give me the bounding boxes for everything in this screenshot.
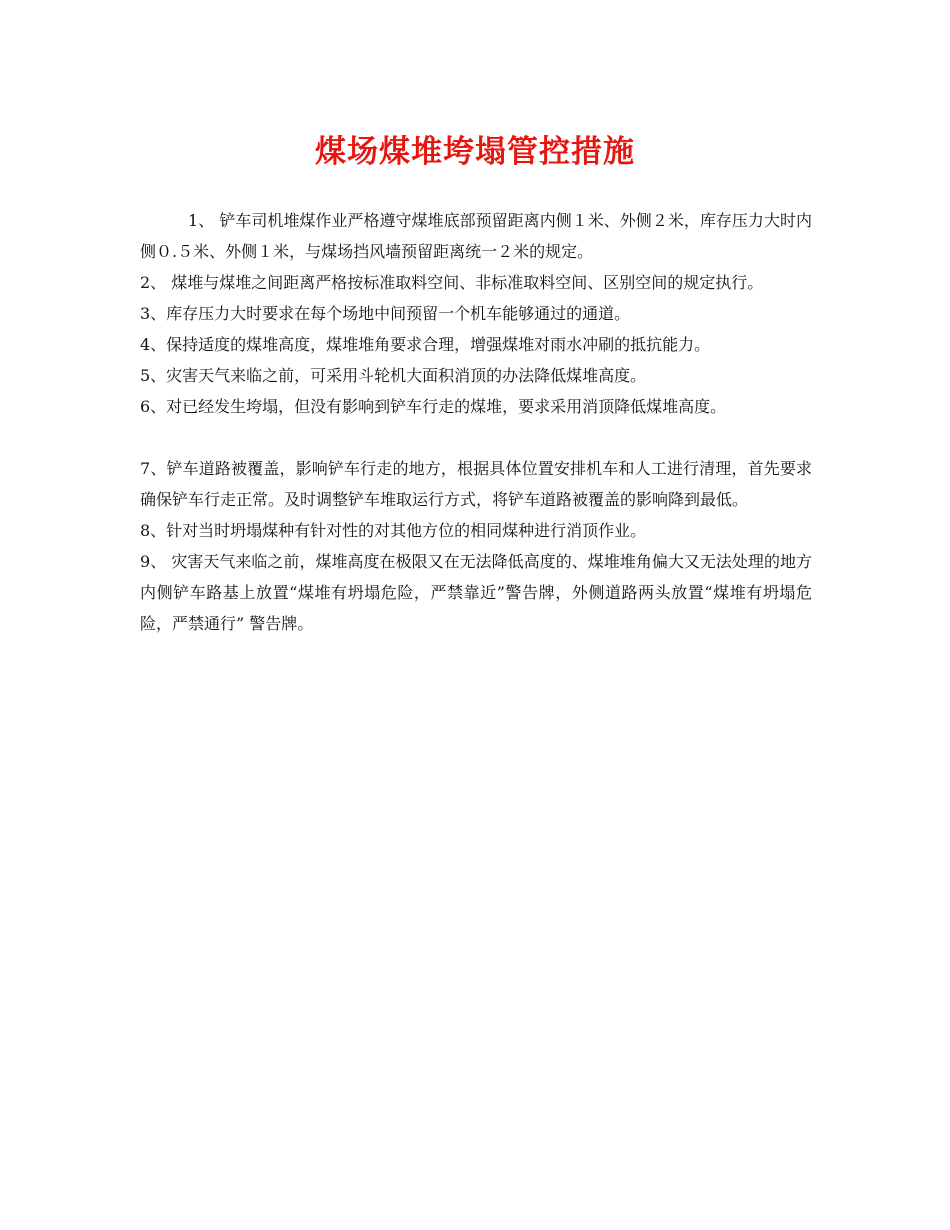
measure-item-9: 9、 灾害天气来临之前，煤堆高度在极限又在无法降低高度的、煤堆堆角偏大又无法处理的地方内侧铲车路基上放置“煤堆有坍塌危险，严禁靠近”警告牌，外侧道路两头放置“煤堆有坍塌危险，严禁通行” 警告牌。 <box>140 552 812 633</box>
document-title: 煤场煤堆垮塌管控措施 <box>315 134 635 170</box>
measure-item-6: 6、对已经发生垮塌，但没有影响到铲车行走的煤堆，要求采用消顶降低煤堆高度。 <box>140 397 727 416</box>
measure-item-7: 7、铲车道路被覆盖，影响铲车行走的地方，根据具体位置安排机车和人工进行清理，首先要求确保铲车行走正常。及时调整铲车堆取运行方式，将铲车道路被覆盖的影响降到最低。 <box>140 459 812 509</box>
measure-item-3: 3、库存压力大时要求在每个场地中间预留一个机车能够通过的通道。 <box>140 304 631 323</box>
document-body <box>140 205 812 639</box>
measure-item-5: 5、灾害天气来临之前，可采用斗轮机大面积消顶的办法降低煤堆高度。 <box>140 366 647 385</box>
measure-item-8: 8、针对当时坍塌煤种有针对性的对其他方位的相同煤种进行消顶作业。 <box>140 521 647 540</box>
measure-item-2: 2、 煤堆与煤堆之间距离严格按标准取料空间、非标准取料空间、区别空间的规定执行。 <box>140 273 764 292</box>
measure-item-4: 4、保持适度的煤堆高度，煤堆堆角要求合理，增强煤堆对雨水冲刷的抵抗能力。 <box>140 335 711 354</box>
measure-item-1: 1、 铲车司机堆煤作业严格遵守煤堆底部预留距离内侧１米、外侧２米，库存压力大时内侧０.５米、外侧１米，与煤场挡风墙预留距离统一２米的规定。 <box>140 211 812 261</box>
